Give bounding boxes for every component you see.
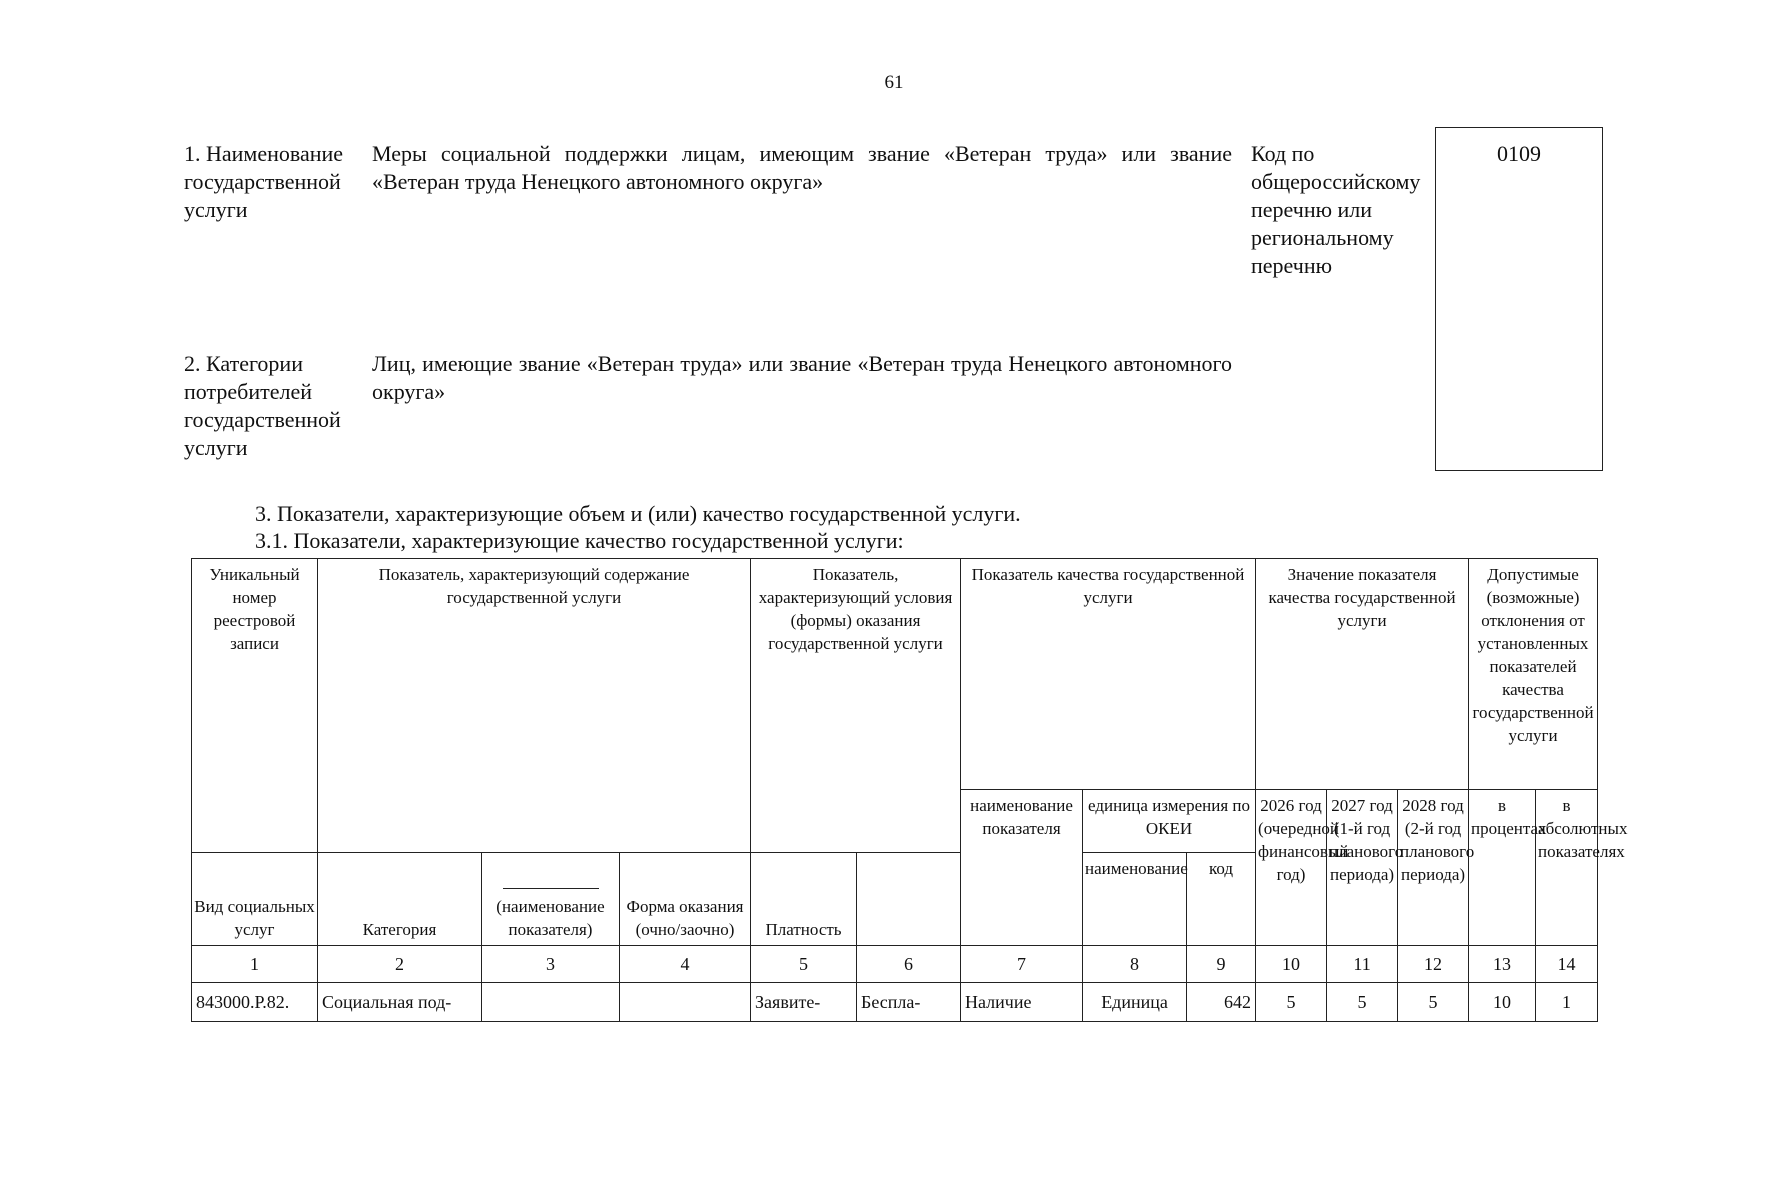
column-number: 5 [751,946,857,983]
cell-indicator [620,983,751,1022]
cell-unit-name: Единица [1083,983,1187,1022]
code-label: Код по общероссийскому перечню или региональному перечню [1251,141,1421,278]
header-absolute: в абсолютных показателях [1536,790,1598,946]
header-unit: единица измерения по ОКЕИ [1083,790,1256,853]
cell-registry-number: 843000.Р.82. [192,983,318,1022]
column-number: 6 [857,946,961,983]
header-name-indicator [482,853,620,946]
page-number: 61 [884,72,904,93]
header-quality: Показатель качества государственной услуги [961,559,1256,790]
column-number: 11 [1327,946,1398,983]
column-number: 10 [1256,946,1327,983]
code-value: 0109 [1497,141,1541,166]
header-value: Значение показателя качества государственной услуги [1256,559,1469,790]
column-number: 2 [318,946,482,983]
cell-category [482,983,620,1022]
column-number: 9 [1187,946,1256,983]
service-name-value: Меры социальной поддержки лицам, имеющим звание «Ветеран труда» или звание «Ветеран труда Ненецкого автономного округа» [372,141,1232,194]
section-3-heading: 3. Показатели, характеризующие объем и (или) качество государственной услуги. [255,501,1021,526]
cell-payment: Бесплa- [857,983,961,1022]
column-number: 4 [620,946,751,983]
header-unit-name: наименование [1083,853,1187,946]
column-number: 13 [1469,946,1536,983]
cell-2028: 5 [1398,983,1469,1022]
header-unique-number: Уникальный номер реестровой записи [192,559,318,853]
cell-quality-name: Наличие [961,983,1083,1022]
header-content: Показатель, характеризующий содержание государственной услуги [318,559,751,853]
blank-line [503,880,599,889]
header-2026: 2026 год (очередной финансовый год) [1256,790,1327,946]
header-name-indicator-text: (наименование показателя) [496,897,605,939]
column-number: 7 [961,946,1083,983]
header-category: Категория [318,853,482,946]
header-deviation: Допустимые (возможные) отклонения от установленных показателей качества государственной услуги [1469,559,1598,790]
cell-percent: 10 [1469,983,1536,1022]
cell-2026: 5 [1256,983,1327,1022]
header-percent: в процентах [1469,790,1536,946]
consumers-value: Лиц, имеющие звание «Ветеран труда» или звание «Ветеран труда Ненецкого автономного округа» [372,351,1232,404]
header-payment: Платность [751,853,857,946]
service-name-label: 1. Наименование государственной услуги [184,141,344,222]
column-number: 14 [1536,946,1598,983]
header-indicator-name: наименование показателя [961,790,1083,946]
header-conditions: Показатель, характеризующий условия (формы) оказания государственной услуги [751,559,961,853]
table-row [192,983,1598,1022]
quality-indicators-table [191,558,1628,1022]
consumers-label: 2. Категории потребителей государственной услуги [184,351,341,460]
cell-unit-code: 642 [1187,983,1256,1022]
cell-form: Заявите- [751,983,857,1022]
column-number: 3 [482,946,620,983]
code-box [1435,127,1603,471]
header-row-1 [192,559,1598,790]
column-number: 12 [1398,946,1469,983]
column-number-row [192,946,1598,983]
column-number: 8 [1083,946,1187,983]
header-form: Форма оказания (очно/заочно) [620,853,751,946]
header-social-type: Вид социальных услуг [192,853,318,946]
cell-absolute: 1 [1536,983,1598,1022]
column-number: 1 [192,946,318,983]
header-2027: 2027 год (1-й год планового периода) [1327,790,1398,946]
header-2028: 2028 год (2-й год планового периода) [1398,790,1469,946]
section-3-1-heading: 3.1. Показатели, характеризующие качество государственной услуги: [255,528,904,553]
cell-social-type: Социальная под- [318,983,482,1022]
cell-2027: 5 [1327,983,1398,1022]
header-unit-code: код [1187,853,1256,946]
